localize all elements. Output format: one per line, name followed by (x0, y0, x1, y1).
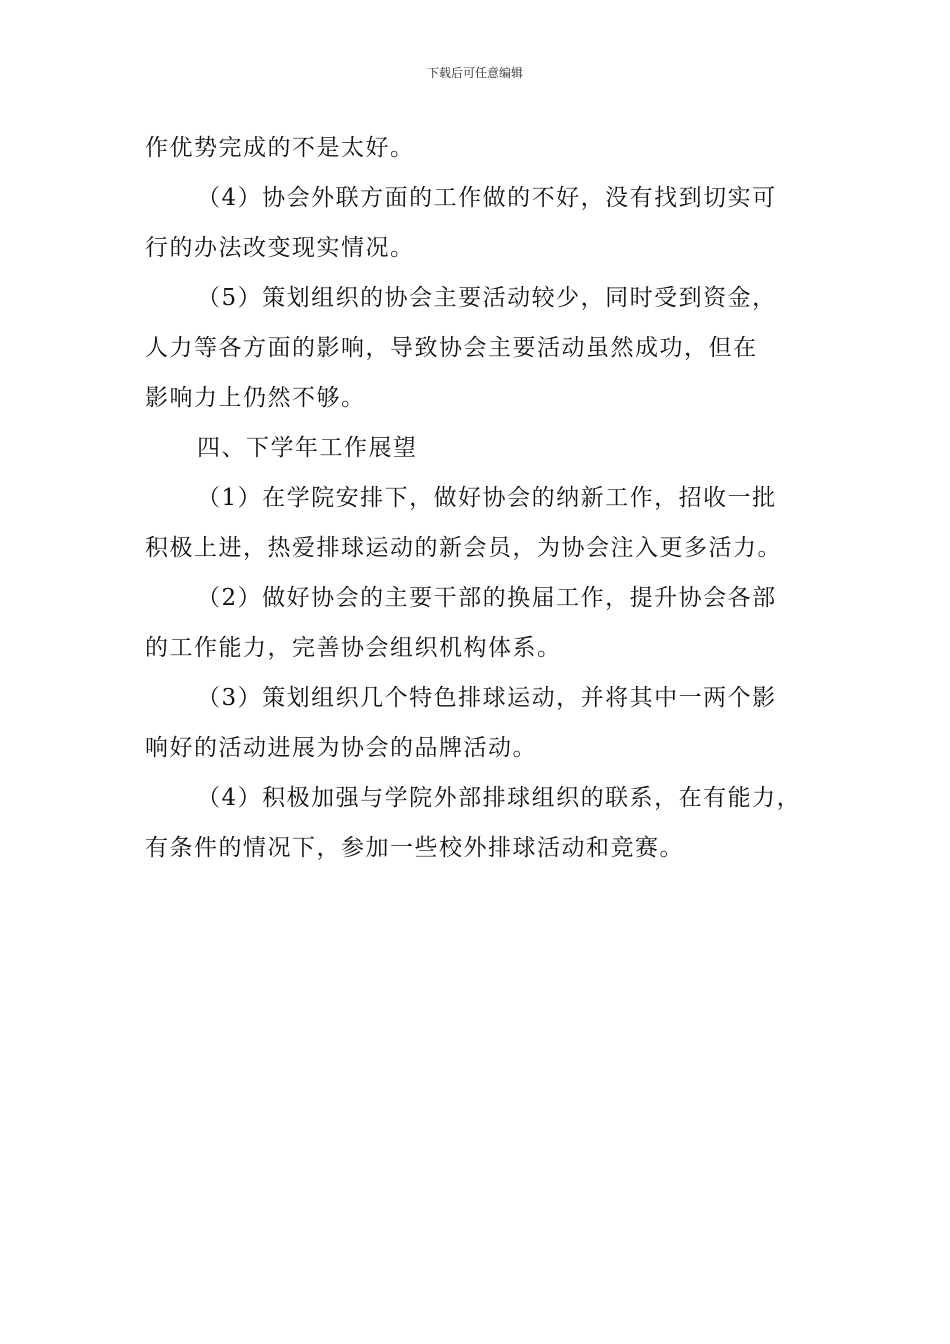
text-line: （1）在学院安排下，做好协会的纳新工作，招收一批 (197, 485, 777, 511)
text-line: 影响力上仍然不够。 (145, 385, 366, 411)
page-header: 下载后可任意编辑 (426, 66, 523, 80)
text-line: 的工作能力，完善协会组织机构体系。 (145, 635, 562, 661)
text-line: （4）协会外联方面的工作做的不好，没有找到切实可 (197, 185, 777, 211)
text-line: 人力等各方面的影响，导致协会主要活动虽然成功，但在 (145, 335, 758, 361)
text-line: 作优势完成的不是太好。 (145, 135, 415, 161)
text-line: 响好的活动进展为协会的品牌活动。 (145, 735, 537, 761)
text-line: （5）策划组织的协会主要活动较少，同时受到资金， (197, 285, 777, 311)
text-line: 有条件的情况下，参加一些校外排球活动和竞赛。 (145, 835, 684, 861)
text-line: （3）策划组织几个特色排球运动，并将其中一两个影 (197, 685, 777, 711)
text-line: 积极上进，热爱排球运动的新会员，为协会注入更多活力。 (145, 535, 782, 561)
text-line: （2）做好协会的主要干部的换届工作，提升协会各部 (197, 585, 777, 611)
text-line: 行的办法改变现实情况。 (145, 235, 415, 261)
text-line: （4）积极加强与学院外部排球组织的联系，在有能力， (197, 785, 802, 811)
section-heading: 四、下学年工作展望 (197, 435, 418, 461)
